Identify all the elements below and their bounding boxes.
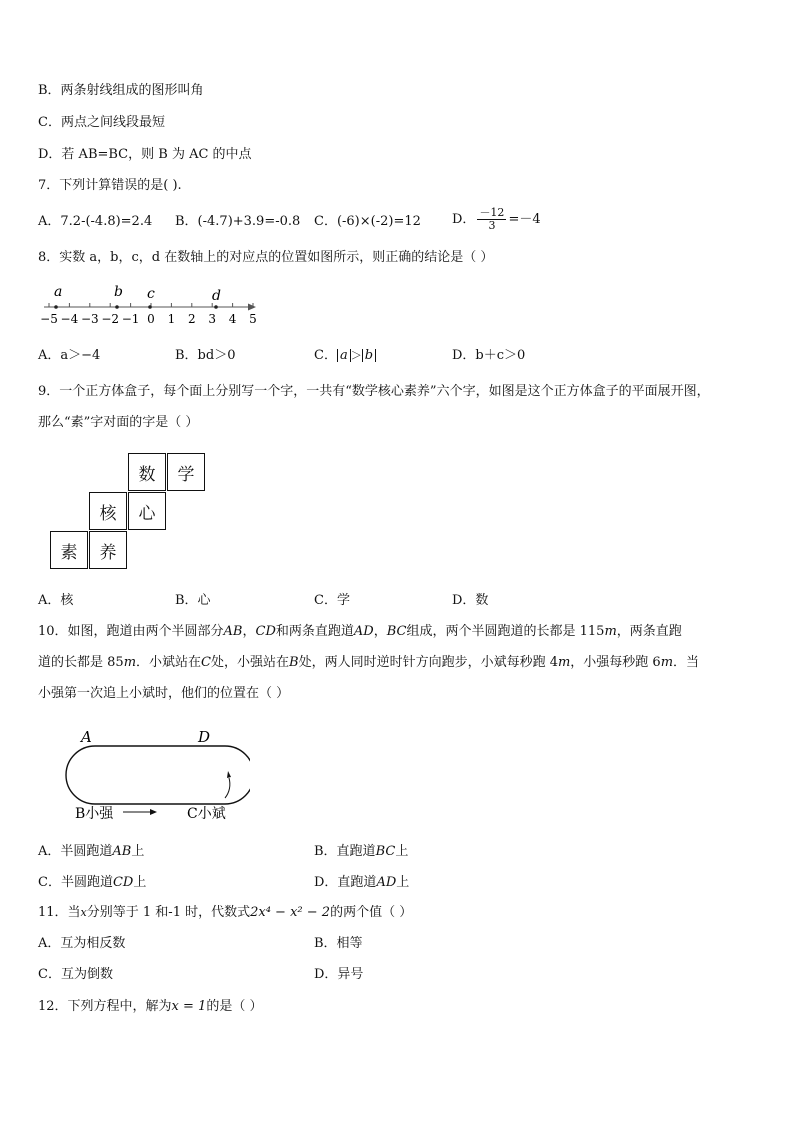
track-figure <box>55 725 250 825</box>
q10-text: 和两条直跑道 <box>275 624 354 639</box>
unit-m: m <box>660 655 674 670</box>
q10-text: ．小斌站在 <box>136 655 202 670</box>
point-a-dot <box>54 305 58 309</box>
q11-text: 分别等于 1 和-1 时，代数式 <box>86 905 251 920</box>
q11-option-b: B．相等 <box>314 936 363 951</box>
point-b-label: b <box>114 284 123 300</box>
q10-text: 处，两人同时逆时针方向跑步，小斌每秒跑 4 <box>298 655 558 670</box>
q10-text: 10．如图，跑道由两个半圆部分 <box>38 624 224 639</box>
q10-option-text: 上 <box>133 875 147 890</box>
track-outline <box>66 746 250 804</box>
q7-option-d-prefix: D． <box>452 212 476 227</box>
q10-option-text: A．半圆跑道 <box>38 844 113 859</box>
track-label-b: B小强 <box>75 806 114 822</box>
point-c-dot <box>148 305 152 309</box>
q7-fraction <box>477 207 506 232</box>
q7-option-d-suffix: =－4 <box>508 212 541 227</box>
q10-option-text: C．半圆跑道 <box>38 875 113 890</box>
q10-option-text: 上 <box>396 875 410 890</box>
var-bc: BC <box>386 624 407 639</box>
var-c: C <box>201 655 211 670</box>
axis-tick-label: −1 <box>121 312 140 326</box>
q12-text: 的是（ ） <box>206 999 263 1014</box>
var-ab: AB <box>223 624 243 639</box>
q10-text: ， <box>373 624 387 639</box>
axis-tick-label: −5 <box>40 312 58 326</box>
var-ab: AB <box>112 844 132 859</box>
abs-b: b <box>362 349 376 362</box>
q10-option-c <box>38 874 146 892</box>
number-line-arrow <box>248 304 256 311</box>
unit-m: m <box>604 624 617 639</box>
q8-option-a: A．a＞−4 <box>38 348 101 363</box>
point-b-dot <box>115 305 119 309</box>
q10-stem-line1 <box>38 623 682 641</box>
q10-option-a <box>38 843 144 861</box>
axis-tick-label: 2 <box>187 312 196 326</box>
q12-stem <box>38 998 262 1016</box>
point-d-dot <box>214 305 218 309</box>
q6-option-b: B．两条射线组成的图形叫角 <box>38 83 204 98</box>
net-cell-xin: 心 <box>128 492 166 530</box>
var-ad: AD <box>376 875 397 890</box>
track-label-c: C小斌 <box>187 806 226 822</box>
q10-option-text: D．直跑道 <box>314 875 377 890</box>
var-x: x <box>80 906 87 919</box>
q10-text: ， <box>242 624 256 639</box>
q6-option-c: C．两点之间线段最短 <box>38 115 165 130</box>
point-a-label: a <box>54 284 63 300</box>
q10-text: 处，小强站在 <box>210 655 289 670</box>
q11-expression: 2x⁴ − x² − 2 <box>250 905 331 920</box>
q6-option-d: D．若 AB=BC，则 B 为 AC 的中点 <box>38 147 252 162</box>
var-b: B <box>289 655 299 670</box>
var-ad: AD <box>353 624 374 639</box>
net-cell-su: 素 <box>50 531 88 569</box>
unit-m: m <box>557 655 571 670</box>
axis-tick-label: 1 <box>167 312 176 326</box>
net-cell-yang: 养 <box>89 531 127 569</box>
q10-stem-line3: 小强第一次追上小斌时，他们的位置在（ ） <box>38 686 290 701</box>
q10-option-text: 上 <box>131 844 145 859</box>
q7-option-c: C．(-6)×(-2)=12 <box>314 214 421 229</box>
q9-stem-line2: 那么“素”字对面的字是（ ） <box>38 415 199 430</box>
q8-option-b: B．bd＞0 <box>175 348 236 363</box>
q11-text: 的两个值（ ） <box>330 905 413 920</box>
q7-fraction-denominator: 3 <box>488 219 496 232</box>
q10-option-b <box>314 843 408 861</box>
q7-option-d <box>452 205 541 235</box>
net-cell-xue: 学 <box>167 453 205 491</box>
axis-tick-label: 5 <box>249 312 257 326</box>
unit-m: m <box>123 655 137 670</box>
axis-tick-label: 0 <box>147 312 155 326</box>
point-c-label: c <box>147 286 155 302</box>
var-cd: CD <box>112 875 134 890</box>
track-label-a: A <box>81 728 92 746</box>
var-cd: CD <box>255 624 276 639</box>
q7-stem: 7．下列计算错误的是( ). <box>38 178 182 193</box>
abs-a: a <box>337 349 351 362</box>
q9-option-d: D．数 <box>452 593 489 608</box>
q8-option-c-gt: ＞ <box>350 349 362 362</box>
net-cell-he: 核 <box>89 492 127 530</box>
var-bc: BC <box>375 844 396 859</box>
q8-stem: 8．实数 a，b，c，d 在数轴上的对应点的位置如图所示，则正确的结论是（ ） <box>38 250 494 265</box>
track-label-d: D <box>198 728 211 746</box>
q9-option-a: A．核 <box>38 593 74 608</box>
q10-text: ，两条直跑 <box>616 624 682 639</box>
q9-option-b: B．心 <box>175 593 211 608</box>
axis-tick-label: −2 <box>101 312 120 326</box>
q11-stem <box>38 904 412 922</box>
q10-text: ，小强每秒跑 6 <box>570 655 661 670</box>
xiaobin-arrowhead <box>227 771 231 778</box>
axis-tick-label: 3 <box>208 312 217 326</box>
q10-text: 道的长都是 85 <box>38 655 124 670</box>
point-d-label: d <box>212 288 221 304</box>
q10-option-text: B．直跑道 <box>314 844 376 859</box>
q8-option-d: D．b＋c＞0 <box>452 348 526 363</box>
net-cell-shu: 数 <box>128 453 166 491</box>
q9-stem-line1: 9．一个正方体盒子，每个面上分别写一个字，一共有“数学核心素养”六个字，如图是这个正方体盒子的平面展开图， <box>38 384 710 399</box>
q10-text: 组成，两个半圆跑道的长都是 115 <box>406 624 605 639</box>
q7-option-b: B．(-4.7)+3.9=-0.8 <box>175 214 301 229</box>
axis-tick-label: −3 <box>80 312 99 326</box>
axis-tick-label: −4 <box>60 312 79 326</box>
xiaobin-arrow <box>225 778 230 798</box>
q12-expression: x = 1 <box>171 999 207 1014</box>
q11-option-a: A．互为相反数 <box>38 936 126 951</box>
q8-option-c-prefix: C． <box>314 348 337 363</box>
q11-option-d: D．异号 <box>314 967 364 982</box>
q7-option-a: A．7.2-(-4.8)=2.4 <box>38 214 153 229</box>
q10-option-text: 上 <box>395 844 409 859</box>
axis-tick-label: 4 <box>228 312 237 326</box>
q8-option-c <box>314 347 376 365</box>
q7-fraction-numerator: －12 <box>479 206 505 219</box>
q9-option-c: C．学 <box>314 593 350 608</box>
q10-text: ．当 <box>673 655 700 670</box>
q10-stem-line2 <box>38 654 699 672</box>
xiaoqiang-arrowhead <box>150 809 157 815</box>
q10-option-d <box>314 874 409 892</box>
q12-text: 12．下列方程中，解为 <box>38 999 172 1014</box>
q11-text: 11．当 <box>38 905 81 920</box>
number-line-figure <box>36 280 261 328</box>
q11-option-c: C．互为倒数 <box>38 967 113 982</box>
